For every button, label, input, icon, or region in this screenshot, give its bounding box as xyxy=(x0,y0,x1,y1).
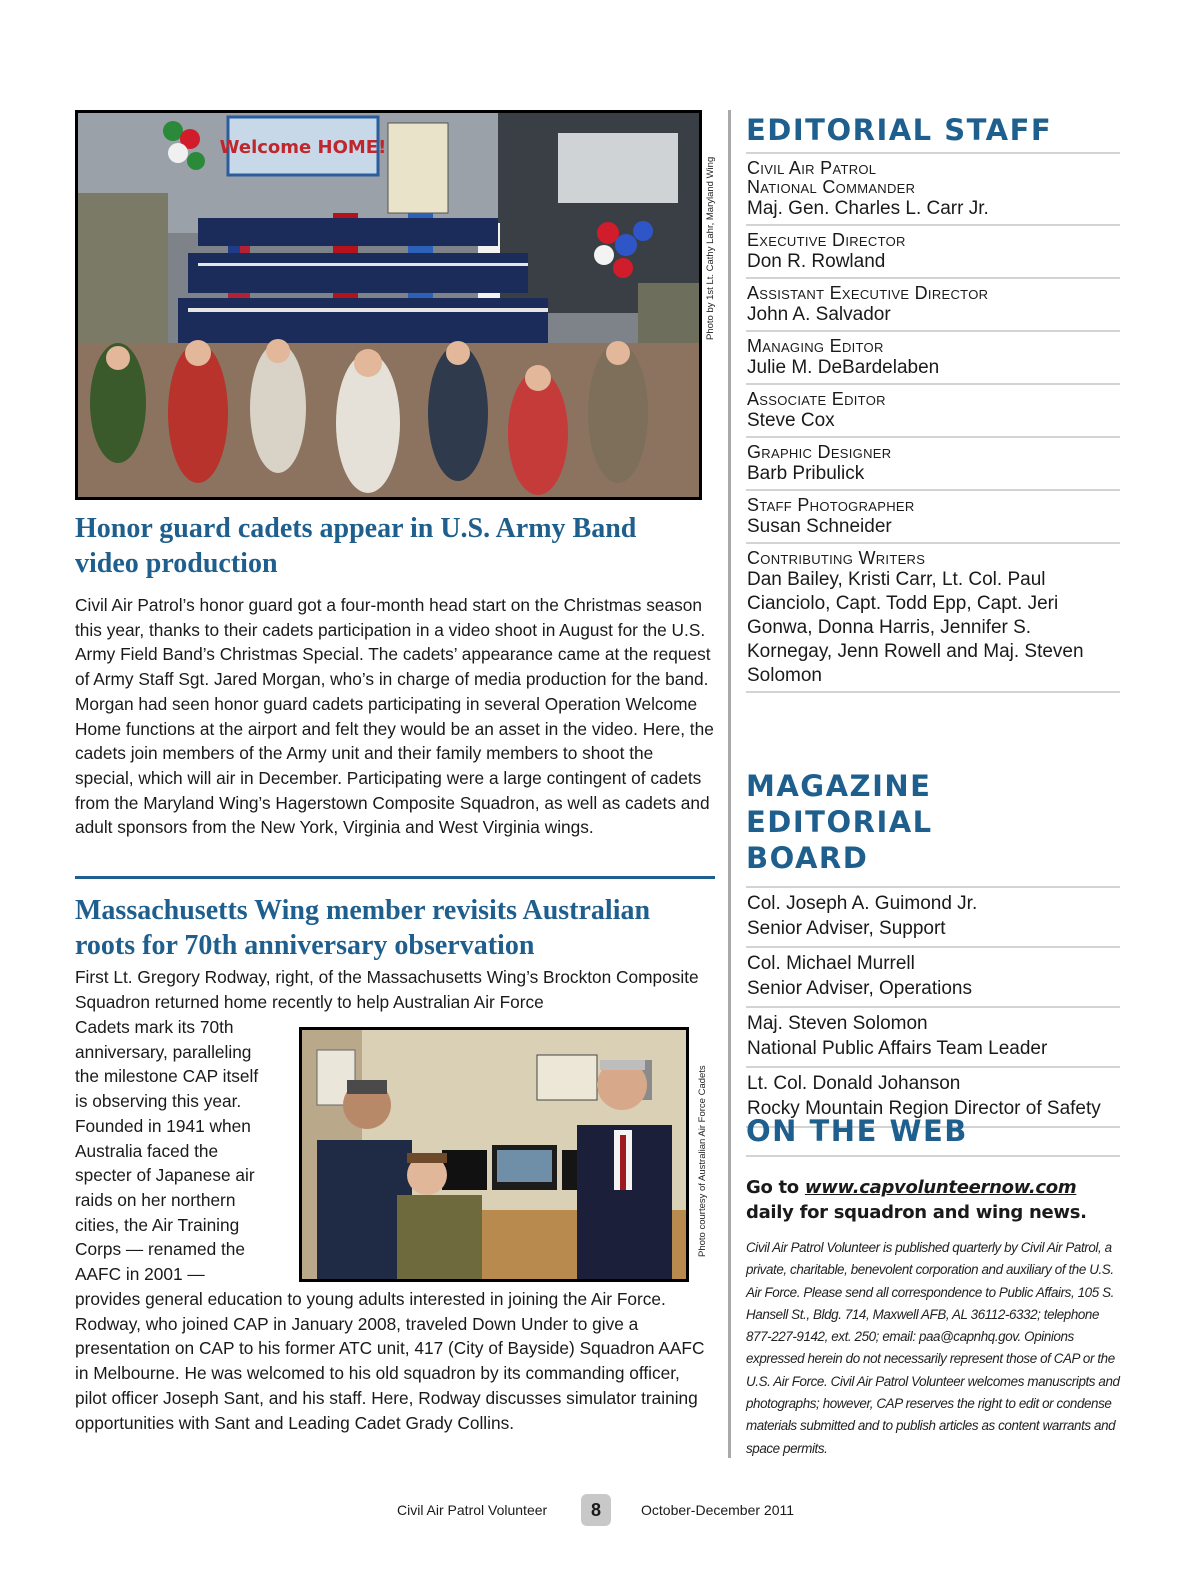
on-the-web-section xyxy=(746,1113,1120,1460)
wrap-line: Founded in 1941 when xyxy=(75,1115,251,1136)
simulator-photo xyxy=(299,1027,689,1282)
wrap-line: the milestone CAP itself xyxy=(75,1066,259,1087)
section-heading: MAGAZINE EDITORIAL BOARD xyxy=(746,769,933,875)
staff-entry xyxy=(746,438,1120,491)
photo-credit: Photo by 1st Lt. Cathy Lahr, Maryland Wing xyxy=(705,156,716,340)
publication-info: Civil Air Patrol Volunteer is published quarterly by Civil Air Patrol, a private, charitable, benevolent corporation and auxiliary of the U.S. Air Force. Please send all correspondence to Public Affairs, 105 S. Hansell St., Bldg. 714, Maxwell AFB, AL 36112-6332; telephone 877-227-9142, ext. 250; email: paa@capnhq.gov. Opinions expressed herein do not necessarily represent those of CAP or the U.S. Air Force. Civil Air Patrol Volunteer welcomes manuscripts and photographs; however, CAP reserves the right to edit or condense materials submitted and to publish articles as content warrants and space permits. xyxy=(746,1240,1120,1456)
footer-publication: Civil Air Patrol Volunteer xyxy=(397,1502,548,1518)
staff-role: National Commander xyxy=(747,177,916,197)
board-title: National Public Affairs Team Leader xyxy=(747,1037,1048,1059)
staff-name: John A. Salvador xyxy=(747,304,891,325)
wrap-line: cities, the Air Training xyxy=(75,1214,240,1235)
web-url-link[interactable]: www.capvolunteernow.com xyxy=(804,1177,1077,1198)
article-2-body-top: First Lt. Gregory Rodway, right, of the Massachusetts Wing’s Brockton Composite Squadron returned home recently to help Australian Air Force xyxy=(75,967,699,1012)
staff-entry xyxy=(746,491,1120,544)
honor-guard-photo-art xyxy=(78,113,699,497)
board-title: Rocky Mountain Region Director of Safety xyxy=(747,1097,1101,1119)
board-title: Senior Adviser, Support xyxy=(747,917,946,939)
wrap-line: Cadets mark its 70th xyxy=(75,1017,234,1037)
wrap-line: specter of Japanese air xyxy=(75,1165,255,1186)
board-member xyxy=(746,948,1120,1008)
web-go-to: Go to xyxy=(746,1177,799,1198)
wrap-line: raids on her northern xyxy=(75,1189,236,1210)
staff-name: Julie M. DeBardelaben xyxy=(747,357,940,378)
article-1 xyxy=(75,511,714,840)
section-heading: EDITORIAL STAFF xyxy=(746,113,1053,147)
wrap-line: is observing this year. xyxy=(75,1091,242,1112)
web-callout xyxy=(746,1175,1120,1225)
staff-name: Susan Schneider xyxy=(747,516,892,537)
staff-role: Contributing Writers xyxy=(747,548,926,568)
honor-guard-photo xyxy=(75,110,702,500)
board-name: Col. Michael Murrell xyxy=(747,953,915,974)
simulator-photo-art xyxy=(302,1030,686,1279)
article-2-headline: Massachusetts Wing member revisits Australian roots for 70th anniversary observation xyxy=(75,895,651,961)
staff-list xyxy=(746,152,1120,693)
staff-name: Don R. Rowland xyxy=(747,251,886,272)
page-number: 8 xyxy=(581,1494,611,1526)
staff-name: Steve Cox xyxy=(747,410,835,431)
staff-name: Dan Bailey, Kristi Carr, Lt. Col. Paul Cianciolo, Capt. Todd Epp, Capt. Jeri Gonwa, Donna Harris, Jennifer S. Kornegay, Jenn Rowell and Maj. Steven Solomon xyxy=(747,569,1084,686)
article-1-headline: Honor guard cadets appear in U.S. Army Band video production xyxy=(75,513,637,579)
column-divider xyxy=(728,110,731,1458)
article-separator xyxy=(75,876,715,879)
staff-role: Staff Photographer xyxy=(747,495,915,515)
wrap-line: Corps — renamed the xyxy=(75,1239,246,1260)
staff-entry xyxy=(746,226,1120,279)
board-name: Maj. Steven Solomon xyxy=(747,1013,928,1034)
staff-name: Barb Pribulick xyxy=(747,463,865,484)
wrap-line: Australia faced the xyxy=(75,1140,219,1161)
staff-entry xyxy=(746,385,1120,438)
staff-entry xyxy=(746,544,1120,693)
board-member xyxy=(746,1008,1120,1068)
board-list xyxy=(746,886,1120,1128)
staff-entry xyxy=(746,279,1120,332)
article-2-body-bottom-wrap xyxy=(75,1287,715,1435)
banner-text: Welcome HOME! xyxy=(219,137,387,158)
photo-credit: Photo courtesy of Australian Air Force Cadets xyxy=(697,1065,708,1257)
staff-role: Associate Editor xyxy=(747,389,886,409)
staff-role: Managing Editor xyxy=(747,336,884,356)
staff-role: Executive Director xyxy=(747,230,906,250)
article-2-body-bottom: provides general education to young adults interested in joining the Air Force. Rodway, who joined CAP in January 2008, traveled Down Under to give a presentation on CAP to his former ATC unit, 417 (City of Bayside) Squadron AAFC in Melbourne. He was welcomed to his old squadron by its commanding officer, pilot officer Joseph Sant, and his staff. Here, Rodway discusses simulator training opportunities with Sant and Leading Cadet Grady Collins. xyxy=(75,1289,705,1433)
staff-entry xyxy=(746,332,1120,385)
staff-name: Maj. Gen. Charles L. Carr Jr. xyxy=(747,198,989,219)
staff-role: Assistant Executive Director xyxy=(747,283,989,303)
wrap-line: anniversary, paralleling xyxy=(75,1041,252,1062)
article-2-wrap xyxy=(75,1015,295,1287)
web-rest: daily for squadron and wing news. xyxy=(746,1202,1087,1223)
section-heading: ON THE WEB xyxy=(746,1114,968,1148)
article-2 xyxy=(75,893,715,1014)
editorial-staff-section xyxy=(746,112,1120,693)
web-box xyxy=(746,1155,1120,1460)
board-name: Col. Joseph A. Guimond Jr. xyxy=(747,893,978,914)
article-1-body: Civil Air Patrol’s honor guard got a four-month head start on the Christmas season this year, thanks to their cadets participation in a video shoot in August for the U.S. Army Field Band’s Christmas Special. The cadets’ appearance came at the request of Army Staff Sgt. Jared Morgan, who’s in charge of media production for the band. Morgan had seen honor guard cadets participating in several Operation Welcome Home functions at the airport and felt they would be an asset in the video. Here, the cadets join members of the Army unit and their family members to shoot the special, which will air in December. Participating were a large contingent of cadets from the Maryland Wing’s Hagerstown Composite Squadron, as well as cadets and adult sponsors from the New York, Virginia and West Virginia wings. xyxy=(75,595,714,838)
editorial-board-section xyxy=(746,768,1120,1128)
staff-role: Civil Air Patrol xyxy=(747,158,877,178)
footer-date: October-December 2011 xyxy=(641,1502,795,1518)
wrap-line: AAFC in 2001 — xyxy=(75,1264,205,1285)
staff-role: Graphic Designer xyxy=(747,442,892,462)
board-member xyxy=(746,888,1120,948)
staff-entry xyxy=(746,154,1120,226)
board-title: Senior Adviser, Operations xyxy=(747,977,972,999)
board-name: Lt. Col. Donald Johanson xyxy=(747,1073,961,1094)
